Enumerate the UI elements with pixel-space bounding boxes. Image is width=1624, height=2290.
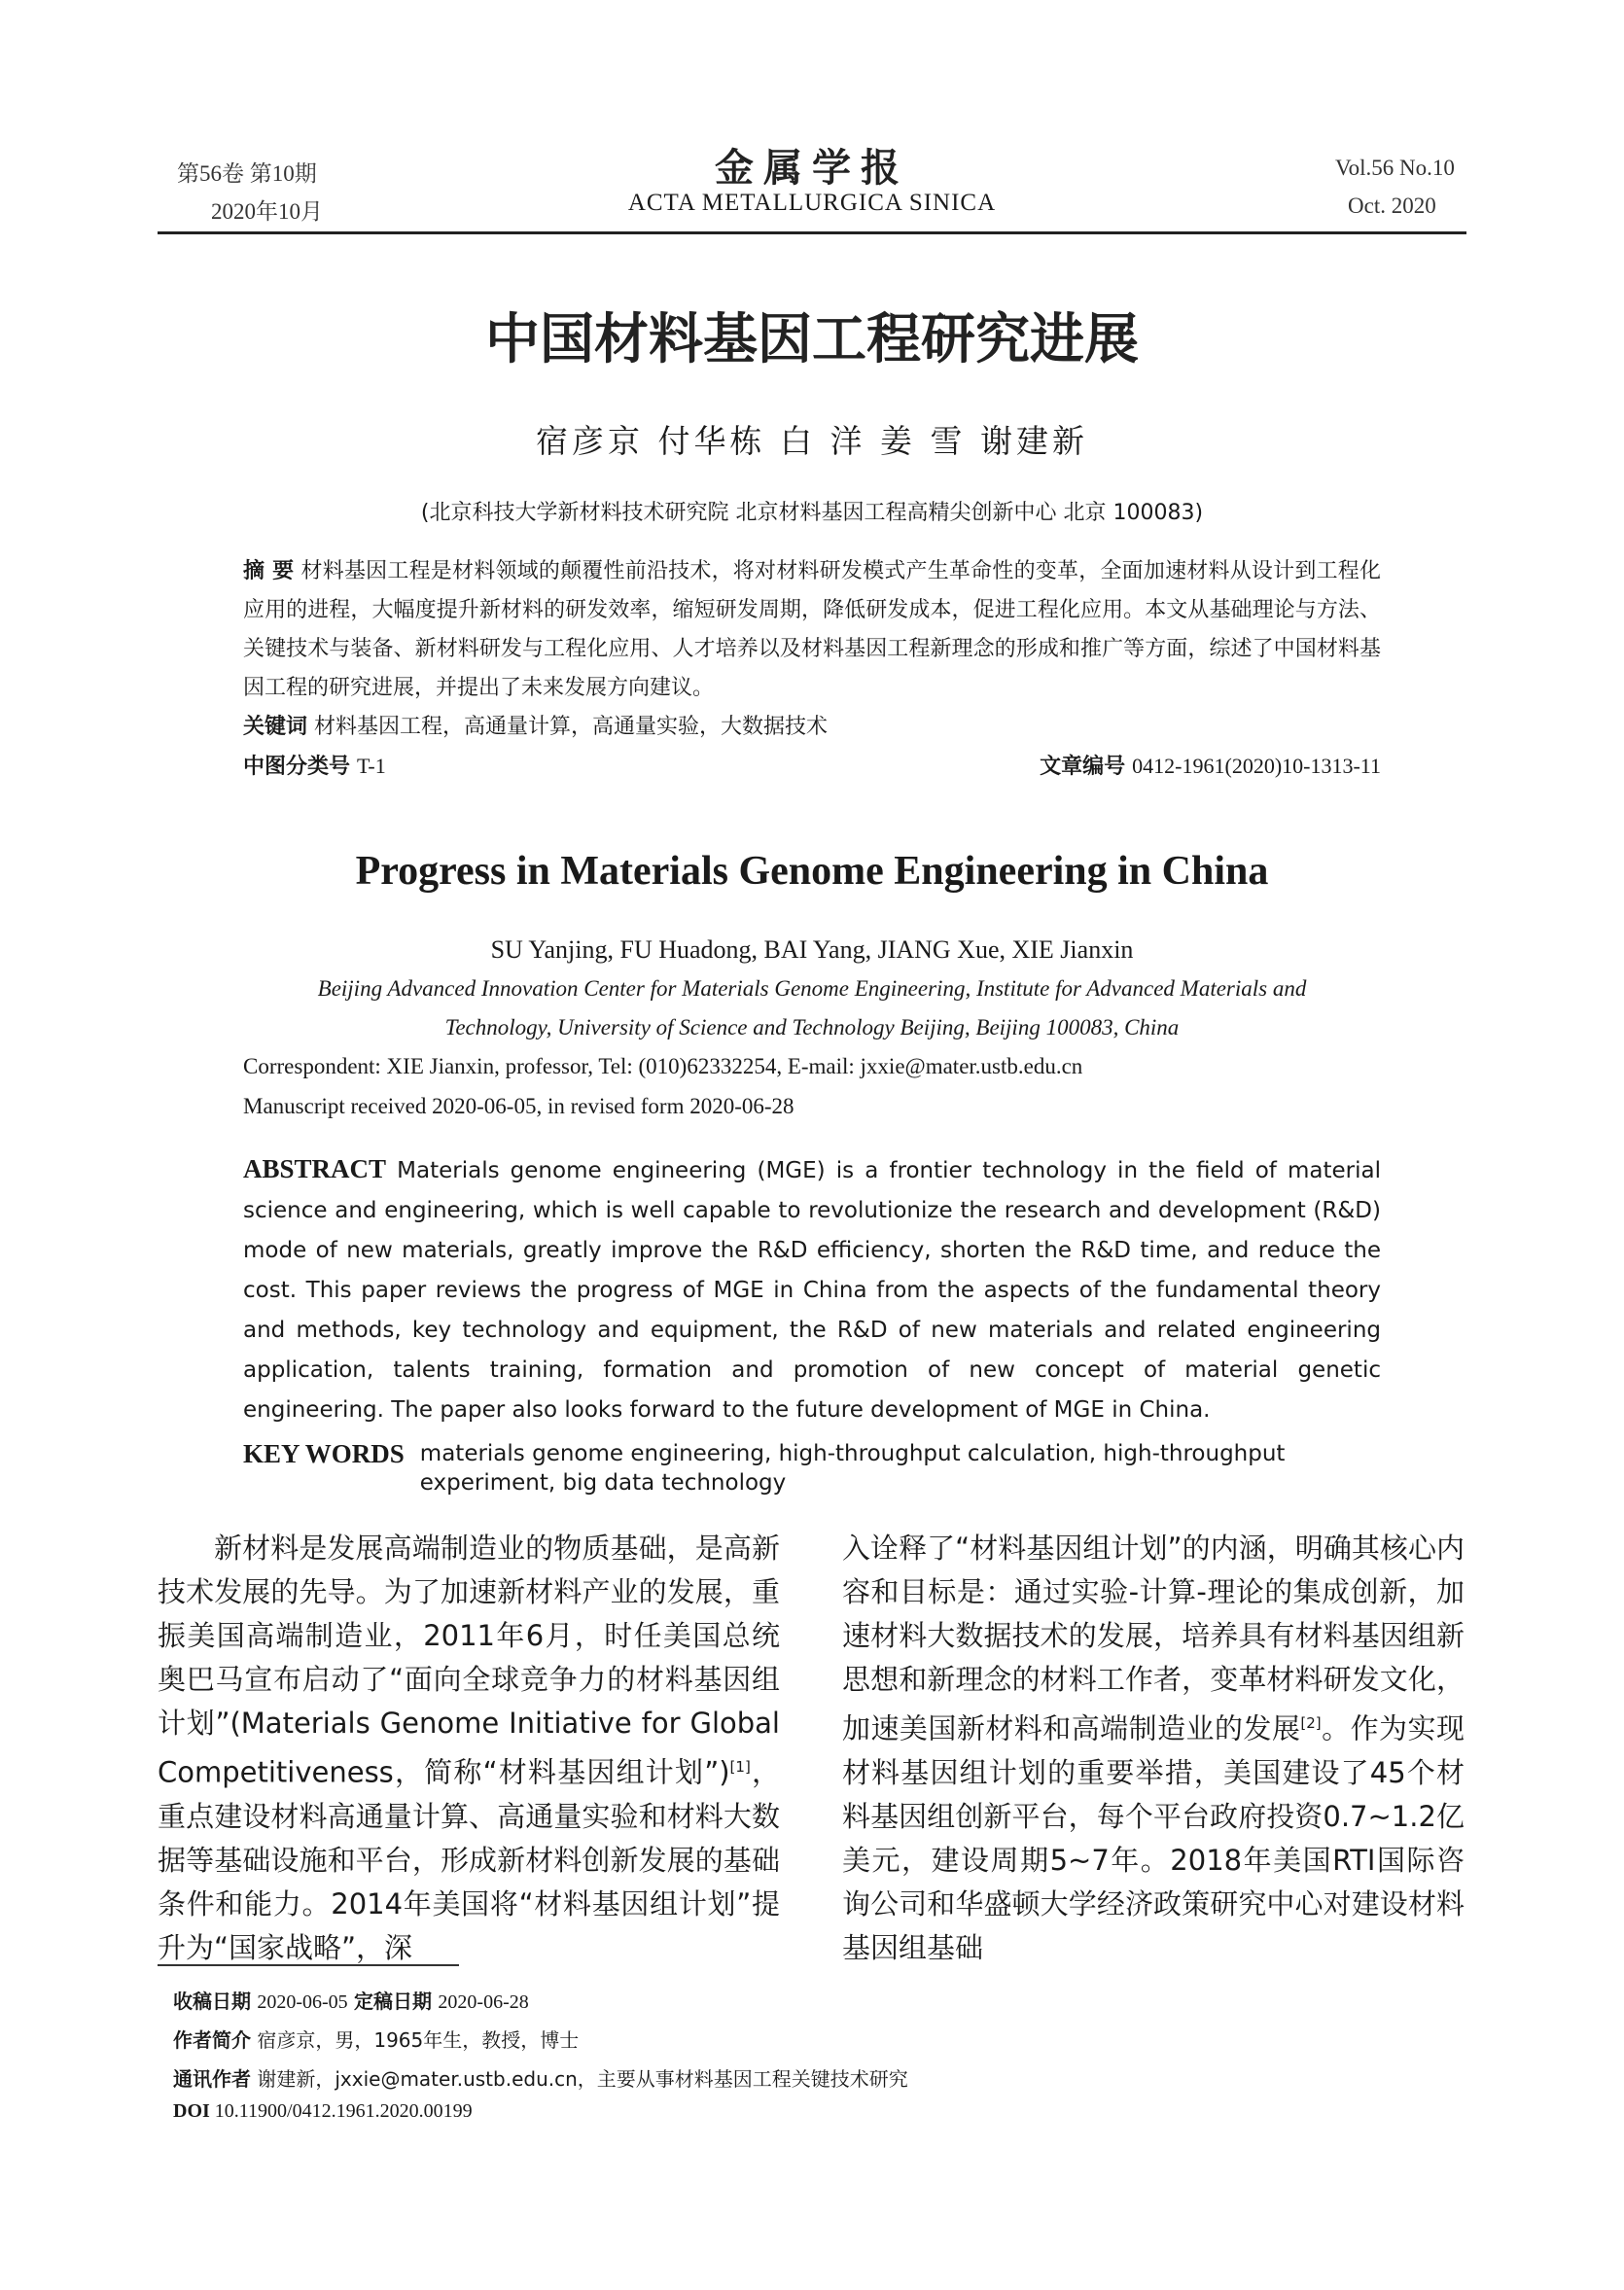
keywords-cn-text: 材料基因工程，高通量计算，高通量实验，大数据技术 xyxy=(314,715,829,739)
corr-author-label: 通讯作者 xyxy=(173,2067,251,2091)
body-right-text-a: 入诠释了“材料基因组计划”的内涵，明确其核心内容和目标是：通过实验-计算-理论的集成创新，加速材料大数据技术的发展，培养具有材料基因组新思想和新理念的材料工作者，变革材料研发文化，加速美国新材料和高端制造业的发展 xyxy=(842,1532,1465,1745)
abstract-cn xyxy=(243,552,1381,787)
body-left-text-a: 新材料是发展高端制造业的物质基础，是高新技术发展的先导。为了加速新材料产业的发展，重振美国高端制造业，2011年6月，时任美国总统奥巴马宣布启动了“面向全球竞争力的材料基因组计划”(Materials Genome Initiative for Global Competitiveness，简称“材料基因组计划”) xyxy=(158,1532,780,1789)
class-number xyxy=(243,747,386,787)
manuscript-dates: Manuscript received 2020-06-05, in revised form 2020-06-28 xyxy=(243,1094,794,1118)
footnote-received xyxy=(173,1986,529,2014)
affiliation-cn: (北京科技大学新材料技术研究院 北京材料基因工程高精尖创新中心 北京 100083) xyxy=(420,501,1204,525)
body-left-text-b: ，重点建设材料高通量计算、高通量实验和材料大数据等基础设施和平台，形成新材料创新发展的基础条件和能力。2014年美国将“材料基因组计划”提升为“国家战略”，深 xyxy=(158,1755,780,1964)
classification-row xyxy=(243,747,1381,787)
abstract-cn-label: 摘 要 xyxy=(243,559,295,583)
abstract-en-label: ABSTRACT xyxy=(243,1154,387,1183)
authors-cn: 宿彦京 付华栋 白 洋 姜 雪 谢建新 xyxy=(536,422,1088,460)
keywords-cn xyxy=(243,708,1381,747)
abstract-cn-text: 材料基因工程是材料领域的颠覆性前沿技术，将对材料研发模式产生革命性的变革，全面加速材料从设计到工程化应用的进程，大幅度提升新材料的研发效率，缩短研发周期，降低研发成本，促进工程化应用。本文从基础理论与方法、关键技术与装备、新材料研发与工程化应用、人才培养以及材料基因工程新理念的形成和推广等方面，综述了中国材料基因工程的研究进展，并提出了未来发展方向建议。 xyxy=(243,559,1381,700)
class-value: T-1 xyxy=(357,754,386,778)
corr-author: 谢建新，jxxie@mater.ustb.edu.cn，主要从事材料基因工程关键技术研究 xyxy=(257,2067,908,2091)
keywords-en-text: materials genome engineering, high-throughput calculation, high-throughput experiment, big data technology xyxy=(419,1441,1286,1496)
footnote-doi xyxy=(173,2100,473,2123)
date-cn: 2020年10月 xyxy=(211,199,323,224)
received-date: 2020-06-05 xyxy=(257,1991,348,2013)
volume-cn: 第56卷 第10期 xyxy=(177,161,317,186)
authors-en: SU Yanjing, FU Huadong, BAI Yang, JIANG Xue, XIE Jianxin xyxy=(490,935,1134,964)
header-rule xyxy=(158,231,1466,234)
received-label: 收稿日期 xyxy=(173,1990,251,2013)
citation-1: [1] xyxy=(729,1758,751,1776)
author-bio: 宿彦京，男，1965年生，教授，博士 xyxy=(257,2028,580,2052)
title-cn: 中国材料基因工程研究进展 xyxy=(485,308,1139,371)
body-column-right xyxy=(842,1527,1465,1970)
journal-title-cn: 金属学报 xyxy=(715,145,909,191)
author-bio-label: 作者简介 xyxy=(173,2028,251,2052)
keywords-cn-label: 关键词 xyxy=(243,715,308,739)
citation-2: [2] xyxy=(1300,1714,1322,1732)
journal-title-en: ACTA METALLURGICA SINICA xyxy=(627,190,997,216)
doi-value: 10.11900/0412.1961.2020.00199 xyxy=(214,2100,473,2122)
volume-en: Vol.56 No.10 xyxy=(1335,156,1455,180)
keywords-en-label: KEY WORDS xyxy=(243,1439,405,1468)
article-number xyxy=(1040,747,1381,787)
affiliation-en-line2: Technology, University of Science and Technology Beijing, Beijing 100083, China xyxy=(444,1015,1180,1039)
footnote-author xyxy=(173,2025,579,2053)
abstract-en-text: Materials genome engineering (MGE) is a frontier technology in the field of material science and engineering, which is well capable to revolutionize the research and development (R&D) mode of new materials, greatly improve the R&D efficiency, shorten the R&D time, and reduce the cost. This paper reviews the progress of MGE in China from the aspects of the fundamental theory and methods, key technology and equipment, the R&D of new materials and related engineering application, talents training, formation and promotion of new concept of material genetic engineering. The paper also looks forward to the future development of MGE in China. xyxy=(243,1158,1381,1423)
class-label: 中图分类号 xyxy=(243,755,351,779)
doi-label: DOI xyxy=(173,2100,210,2122)
body-column-left xyxy=(158,1527,780,1970)
footnote-rule xyxy=(158,1964,459,1966)
article-label: 文章编号 xyxy=(1040,755,1126,779)
body-right-text-b: 。作为实现材料基因组计划的重要举措，美国建设了45个材料基因组创新平台，每个平台政府投资0.7~1.2亿美元，建设周期5~7年。2018年美国RTI国际咨询公司和华盛顿大学经济政策研究中心对建设材料基因组基础 xyxy=(842,1711,1465,1964)
article-value: 0412-1961(2020)10-1313-11 xyxy=(1132,754,1381,778)
affiliation-en-line1: Beijing Advanced Innovation Center for Materials Genome Engineering, Institute for Advanced Materials and xyxy=(317,976,1307,1001)
footnote-correspondent xyxy=(173,2063,908,2092)
accepted-label: 定稿日期 xyxy=(354,1990,433,2013)
keywords-en xyxy=(243,1439,1381,1497)
abstract-en xyxy=(243,1149,1381,1430)
date-en: Oct. 2020 xyxy=(1348,194,1436,218)
accepted-date: 2020-06-28 xyxy=(438,1991,529,2013)
correspondent: Correspondent: XIE Jianxin, professor, Tel: (010)62332254, E-mail: jxxie@mater.ustb.edu.cn xyxy=(243,1054,1083,1078)
title-en: Progress in Materials Genome Engineering in China xyxy=(355,849,1269,894)
